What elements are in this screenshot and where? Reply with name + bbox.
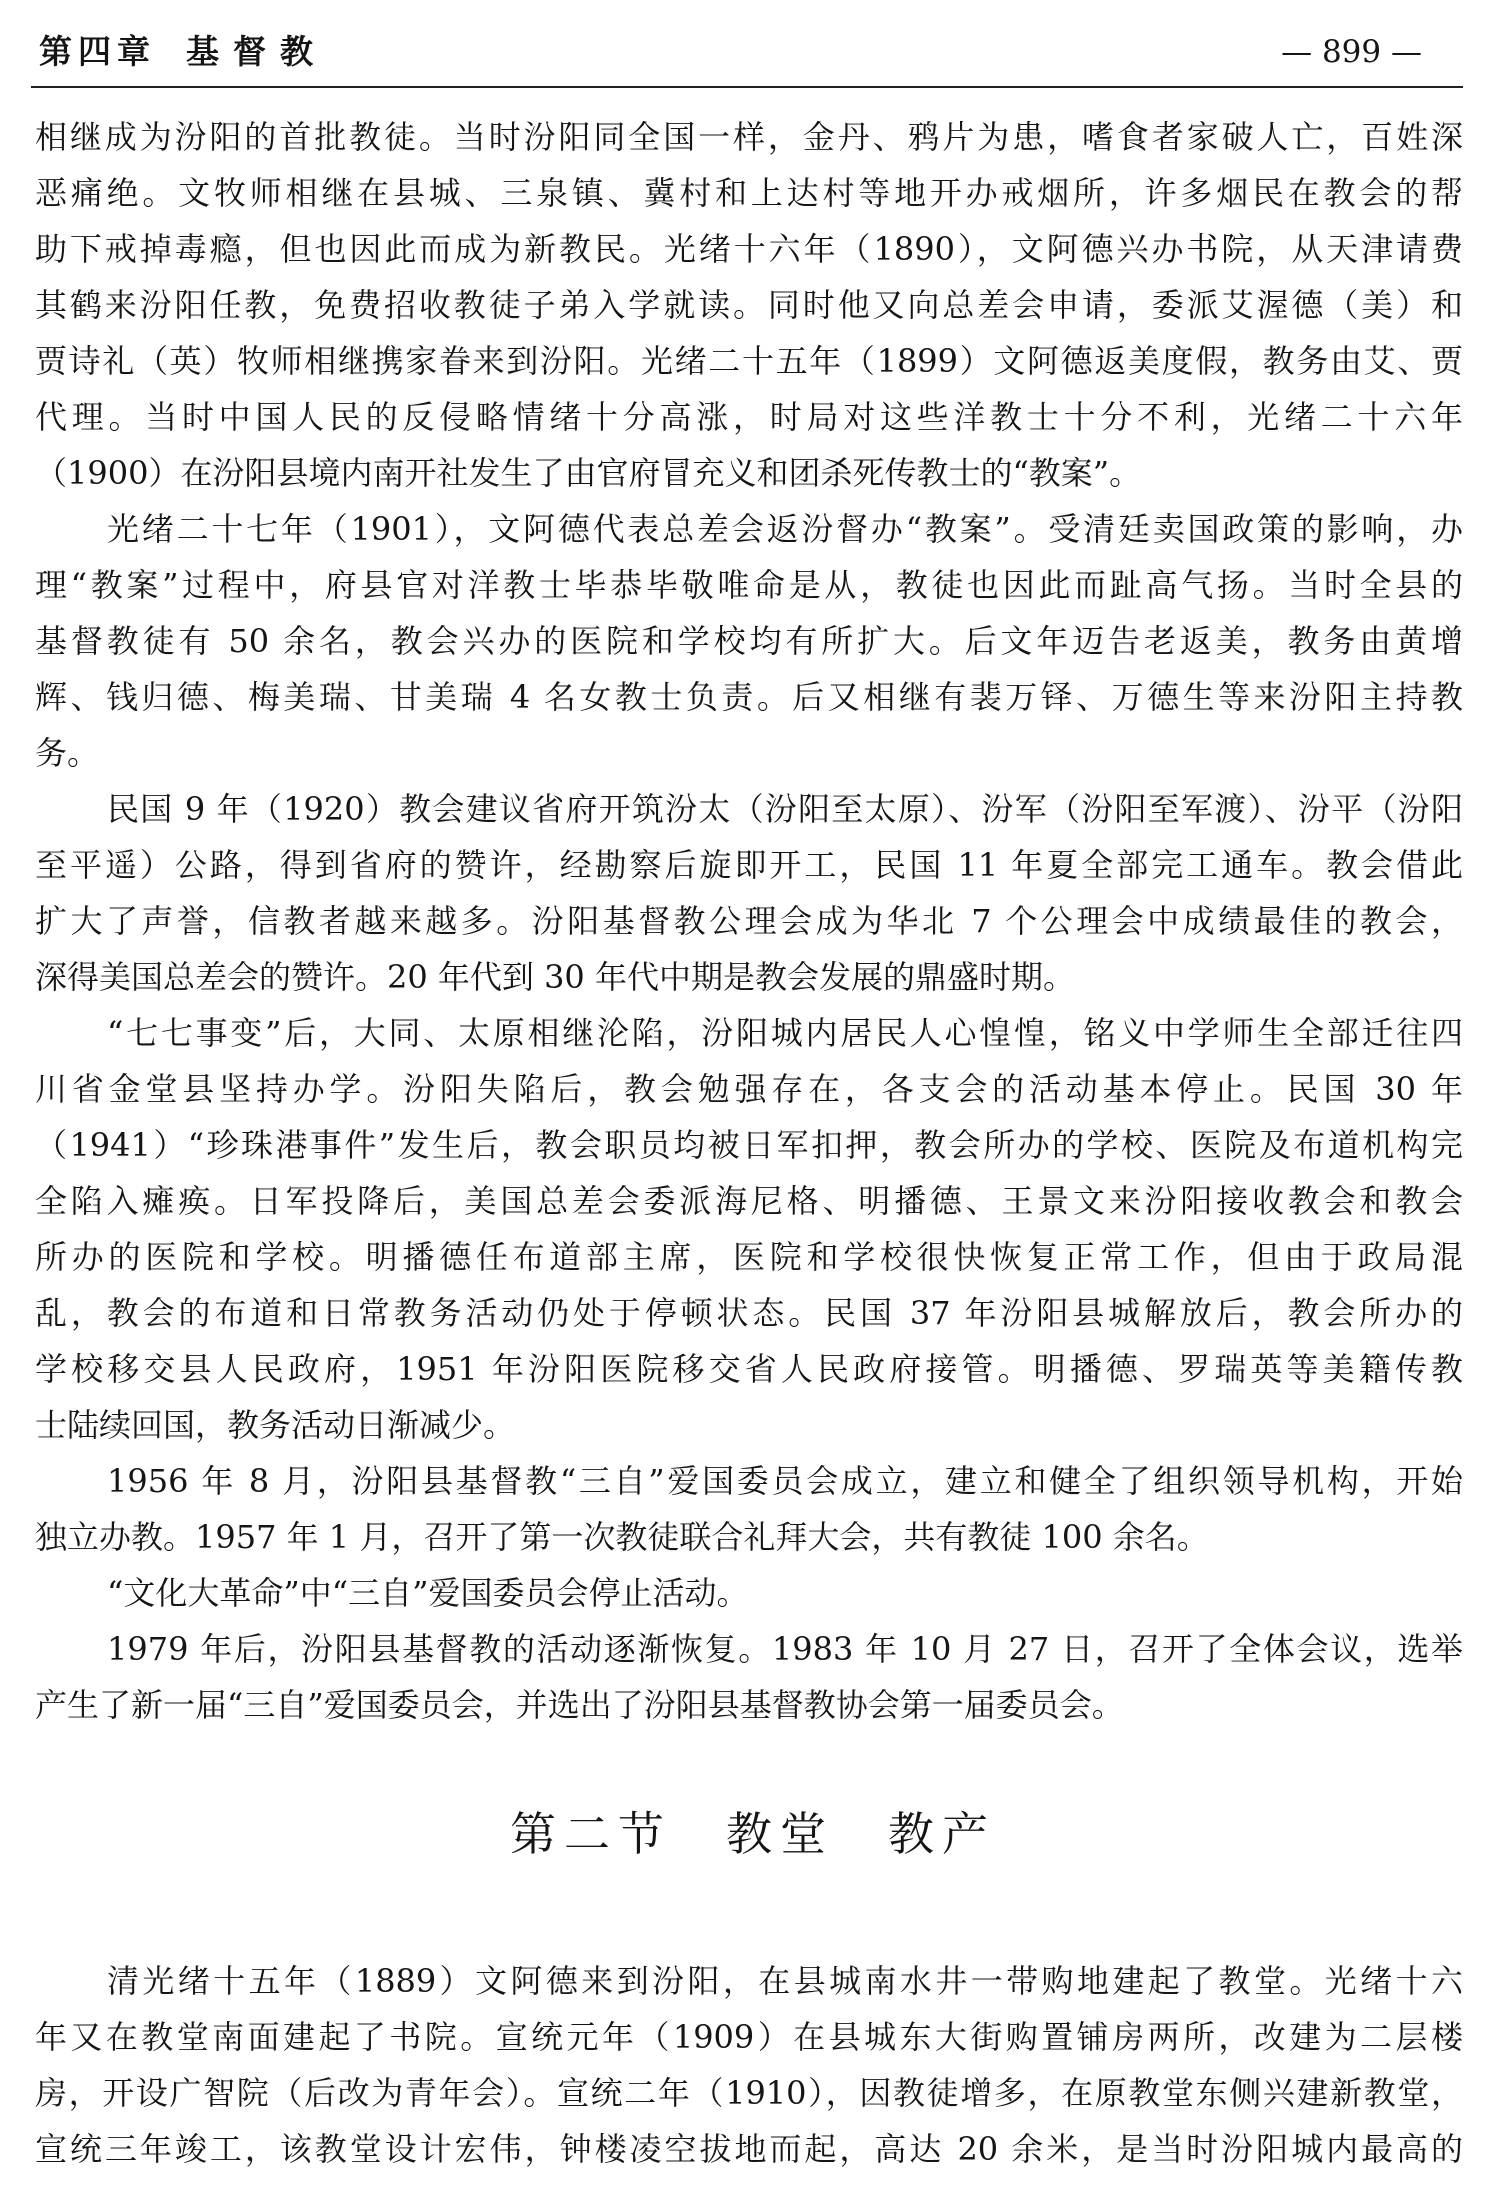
running-header — [0, 0, 1500, 90]
text-line: 恶痛绝。文牧师相继在县城、三泉镇、冀村和上达村等地开办戒烟所，许多烟民在教会的帮 — [35, 174, 1463, 212]
paragraph — [35, 1953, 1463, 2177]
chapter-label: 第四章 — [39, 32, 156, 71]
text-line: （1941）“珍珠港事件”发生后，教会职员均被日军扣押，教会所办的学校、医院及布道机构完 — [35, 1126, 1463, 1164]
text-line: 士陆续回国，教务活动日渐减少。 — [35, 1406, 516, 1444]
text-line: （1900）在汾阳县境内南开社发生了由官府冒充义和团杀死传教士的“教案”。 — [35, 454, 1142, 492]
text-line: “七七事变”后，大同、太原相继沦陷，汾阳城内居民人心惶惶，铭义中学师生全部迁往四 — [107, 1014, 1463, 1052]
text-line: “文化大革命”中“三自”爱国委员会停止活动。 — [107, 1574, 749, 1612]
text-line: 贾诗礼（英）牧师相继携家眷来到汾阳。光绪二十五年（1899）文阿德返美度假，教务由艾、贾 — [35, 342, 1463, 380]
page-number: — 899 — — [1281, 34, 1422, 70]
text-line: 独立办教。1957 年 1 月，召开了第一次教徒联合礼拜大会，共有教徒 100 余名。 — [35, 1518, 1209, 1556]
text-line: 川省金堂县坚持办学。汾阳失陷后，教会勉强存在，各支会的活动基本停止。民国 30 年 — [35, 1070, 1463, 1108]
text-line: 乱，教会的布道和日常教务活动仍处于停顿状态。民国 37 年汾阳县城解放后，教会所办的 — [35, 1294, 1463, 1332]
header-rule — [31, 86, 1463, 88]
text-line: 产生了新一届“三自”爱国委员会，并选出了汾阳县基督教协会第一届委员会。 — [35, 1686, 1124, 1724]
text-line: 务。 — [35, 734, 100, 772]
text-line: 房，开设广智院（后改为青年会）。宣统二年（1910），因教徒增多，在原教堂东侧兴建新教堂， — [35, 2074, 1463, 2112]
text-line: 基督教徒有 50 余名，教会兴办的医院和学校均有所扩大。后文年迈告老返美，教务由黄增 — [35, 622, 1463, 660]
text-line: 相继成为汾阳的首批教徒。当时汾阳同全国一样，金丹、鸦片为患，嗜食者家破人亡，百姓深 — [35, 118, 1463, 156]
text-line: 1956 年 8 月，汾阳县基督教“三自”爱国委员会成立，建立和健全了组织领导机构，开始 — [107, 1462, 1463, 1500]
text-line: 深得美国总差会的赞许。20 年代到 30 年代中期是教会发展的鼎盛时期。 — [35, 958, 1075, 996]
text-line: 助下戒掉毒瘾，但也因此而成为新教民。光绪十六年（1890），文阿德兴办书院，从天津请费 — [35, 230, 1463, 268]
text-line: 清光绪十五年（1889）文阿德来到汾阳，在县城南水井一带购地建起了教堂。光绪十六 — [107, 1962, 1463, 2000]
body-text — [35, 109, 1463, 2177]
paragraph — [35, 781, 1463, 1005]
text-line: 学校移交县人民政府，1951 年汾阳医院移交省人民政府接管。明播德、罗瑞英等美籍传教 — [35, 1350, 1463, 1388]
text-line: 其鹤来汾阳任教，免费招收教徒子弟入学就读。同时他又向总差会申请，委派艾渥德（美）和 — [35, 286, 1463, 324]
text-line: 理“教案”过程中，府县官对洋教士毕恭毕敬唯命是从，教徒也因此而趾高气扬。当时全县的 — [35, 566, 1463, 604]
paragraph — [35, 1565, 1463, 1621]
text-line: 光绪二十七年（1901），文阿德代表总差会返汾督办“教案”。受清廷卖国政策的影响，办 — [107, 510, 1463, 548]
text-line: 代理。当时中国人民的反侵略情绪十分高涨，时局对这些洋教士十分不利，光绪二十六年 — [35, 398, 1463, 436]
section-heading: 第二节 教堂 教产 — [510, 1807, 996, 1861]
text-line: 全陷入瘫痪。日军投降后，美国总差会委派海尼格、明播德、王景文来汾阳接收教会和教会 — [35, 1182, 1463, 1220]
text-line: 年又在教堂南面建起了书院。宣统元年（1909）在县城东大街购置铺房两所，改建为二层楼 — [35, 2018, 1463, 2056]
text-line: 扩大了声誉，信教者越来越多。汾阳基督教公理会成为华北 7 个公理会中成绩最佳的教会， — [35, 902, 1463, 940]
text-line: 所办的医院和学校。明播德任布道部主席，医院和学校很快恢复正常工作，但由于政局混 — [35, 1238, 1463, 1276]
chapter-heading — [39, 30, 327, 74]
paragraph — [35, 501, 1463, 781]
text-line: 1979 年后，汾阳县基督教的活动逐渐恢复。1983 年 10 月 27 日，召开了全体会议，选举 — [107, 1630, 1463, 1668]
paragraph — [35, 1453, 1463, 1565]
chapter-title: 基督教 — [186, 32, 327, 71]
paragraph — [35, 1621, 1463, 1733]
text-line: 辉、钱归德、梅美瑞、甘美瑞 4 名女教士负责。后又相继有裴万铎、万德生等来汾阳主持教 — [35, 678, 1463, 716]
text-line: 至平遥）公路，得到省府的赞许，经勘察后旋即开工，民国 11 年夏全部完工通车。教会借此 — [35, 846, 1463, 884]
paragraph — [35, 1005, 1463, 1453]
paragraph — [35, 109, 1463, 501]
text-line: 民国 9 年（1920）教会建议省府开筑汾太（汾阳至太原）、汾军（汾阳至军渡）、汾平（汾阳 — [107, 790, 1463, 828]
text-line: 宣统三年竣工，该教堂设计宏伟，钟楼凌空拔地而起，高达 20 余米，是当时汾阳城内最高的 — [35, 2130, 1463, 2168]
